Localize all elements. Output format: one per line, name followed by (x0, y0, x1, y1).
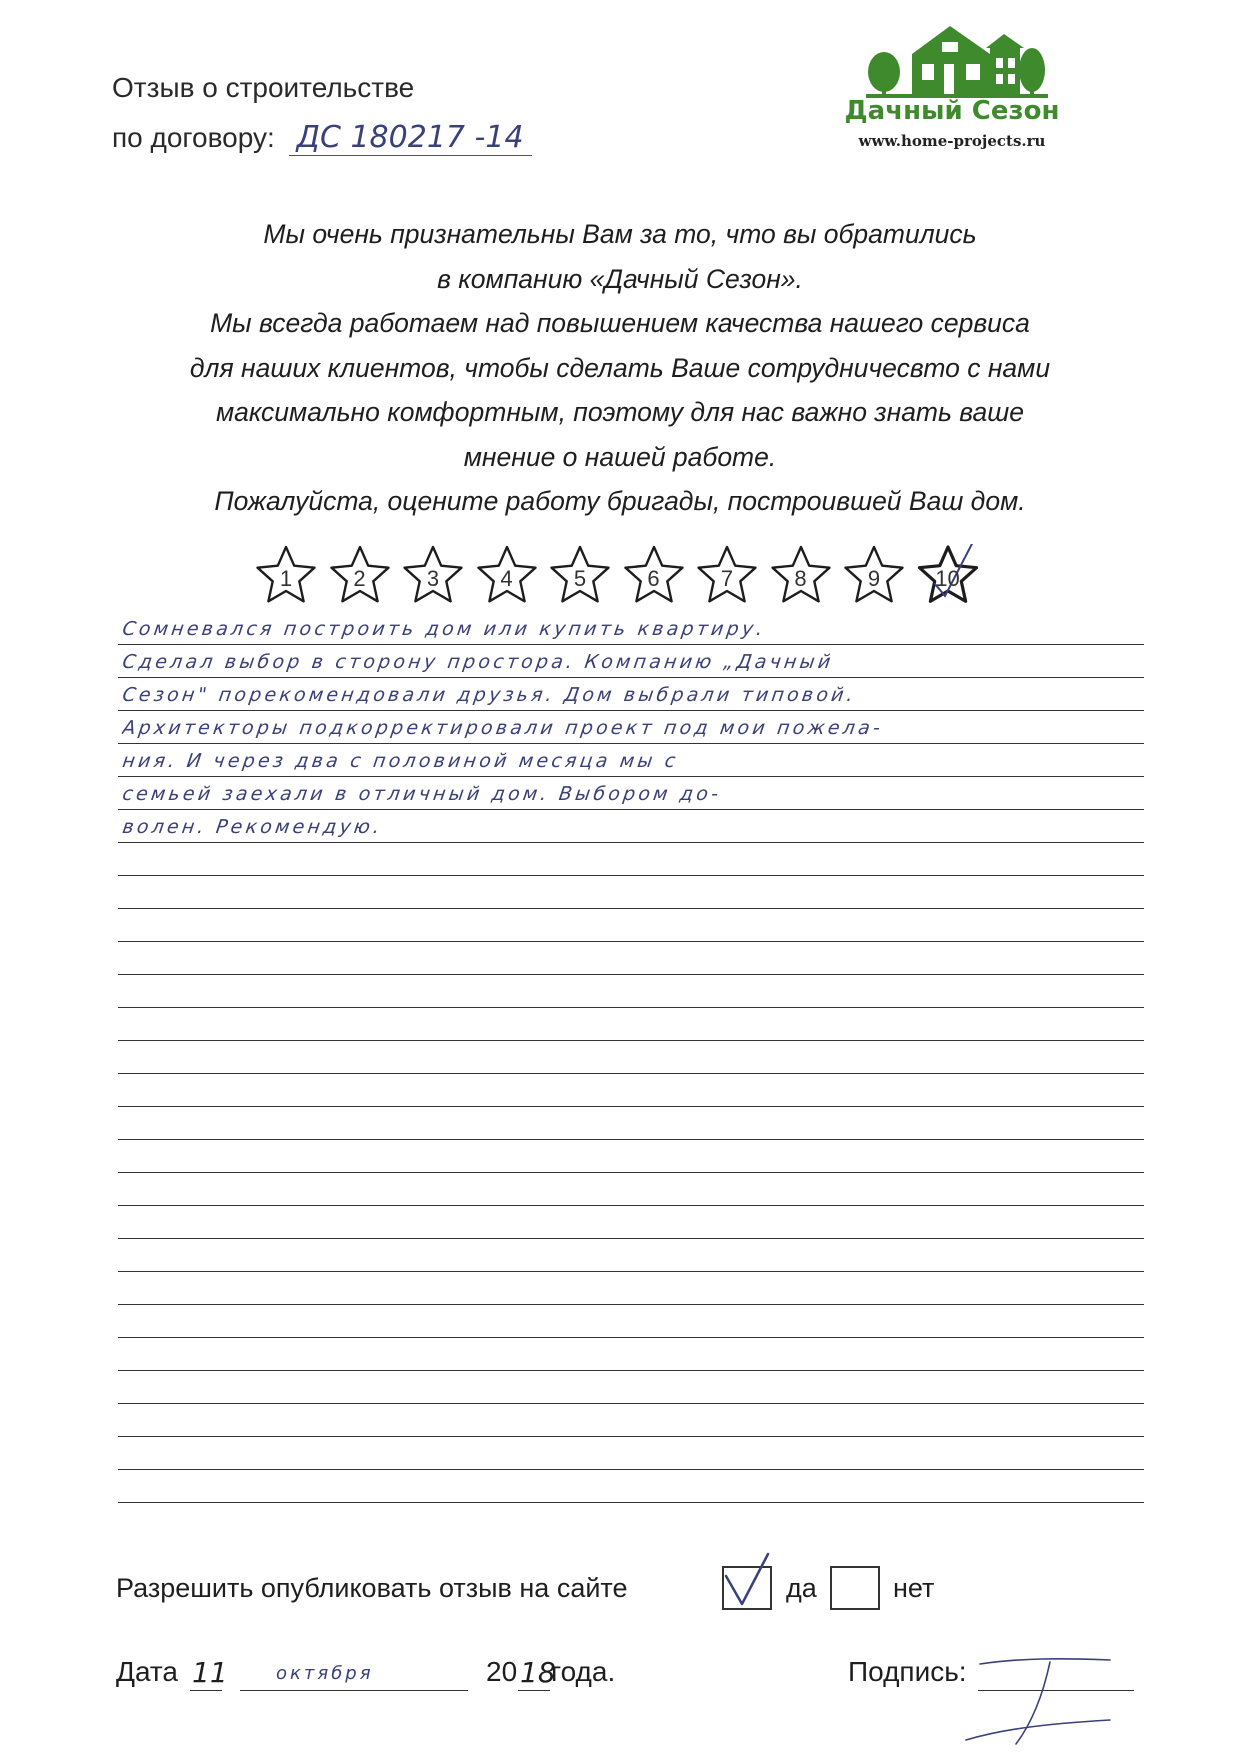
ruled-line (118, 1139, 1144, 1140)
publish-label: Разрешить опубликовать отзыв на сайте (116, 1573, 628, 1603)
ruled-line (118, 1304, 1144, 1305)
star-label: 8 (794, 566, 807, 591)
publish-no-checkbox[interactable] (830, 1566, 880, 1610)
review-line: Сделал выбор в сторону простора. Компанию „Дачный (121, 651, 836, 673)
ruled-line (118, 1271, 1144, 1272)
star-label: 4 (500, 566, 513, 591)
date-month: октября (276, 1663, 374, 1684)
ruled-line (118, 1370, 1144, 1371)
ruled-line (118, 1040, 1144, 1041)
ruled-line (118, 1007, 1144, 1008)
star-label: 7 (720, 566, 734, 591)
intro-line: для наших клиентов, чтобы сделать Ваше сотрудничесвто с нами (189, 352, 1051, 383)
month-underline (240, 1690, 468, 1691)
contract-number: ДС 180217 -14 (289, 120, 532, 156)
year-underline (518, 1690, 550, 1691)
ruled-line (118, 1172, 1144, 1173)
date-label: Дата (116, 1656, 179, 1687)
logo-name: Дачный Сезон (844, 96, 1060, 126)
publish-no-label: нет (893, 1573, 935, 1603)
ruled-line (118, 1502, 1144, 1503)
star-label: 9 (867, 566, 881, 591)
review-line: волен. Рекомендую. (121, 816, 384, 838)
ruled-line (118, 1436, 1144, 1437)
company-logo (842, 20, 1062, 160)
intro-line: в компанию «Дачный Сезон». (437, 263, 803, 294)
star-label: 1 (279, 566, 293, 591)
contract-label: по договору: (112, 122, 275, 153)
intro-line: мнение о нашей работе. (463, 441, 777, 472)
ruled-line (118, 974, 1144, 975)
date-day: 11 (192, 1656, 228, 1689)
review-line: Архитекторы подкорректировали проект под мои пожела- (121, 717, 885, 739)
star-label: 10 (935, 566, 960, 591)
ruled-line (118, 1469, 1144, 1470)
star-label: 2 (353, 566, 366, 591)
logo-url: www.home-projects.ru (858, 132, 1046, 150)
ruled-line (118, 1073, 1144, 1074)
ruled-line (118, 1106, 1144, 1107)
ruled-line (118, 941, 1144, 942)
year-prefix: 20 (486, 1656, 518, 1687)
ruled-line (118, 875, 1144, 876)
intro-line: Пожалуйста, оцените работу бригады, построившей Ваш дом. (214, 486, 1026, 516)
signature-mark (960, 1650, 1120, 1750)
ruled-line (118, 1205, 1144, 1206)
house-logo-icon (862, 20, 1052, 98)
intro-line: максимально комфортным, поэтому для нас важно знать ваше (215, 397, 1025, 427)
ruled-line (118, 1238, 1144, 1239)
intro-line: Мы всегда работаем над повышением качества нашего сервиса (210, 308, 1030, 338)
ruled-line (118, 908, 1144, 909)
review-line: Сомневался построить дом или купить квартиру. (121, 618, 768, 640)
review-line: ния. И через два с половиной месяца мы с (121, 750, 681, 772)
star-label: 6 (647, 566, 660, 591)
contract-row (112, 120, 532, 155)
star-label: 3 (426, 566, 440, 591)
review-area[interactable] (118, 600, 1144, 1520)
checkmark-icon (720, 1550, 780, 1610)
intro-line: Мы очень признательны Вам за то, что вы обратились (263, 219, 977, 249)
star-label: 5 (573, 566, 587, 591)
publish-yes-label: да (786, 1573, 817, 1603)
form-title: Отзыв о строительстве (112, 72, 415, 103)
year-suffix: 18 (520, 1656, 556, 1689)
year-word: года. (551, 1656, 616, 1687)
ruled-line (118, 1403, 1144, 1404)
intro-text (120, 212, 1120, 524)
publish-yes-checkbox[interactable] (722, 1566, 772, 1610)
review-line: семьей заехали в отличный дом. Выбором до- (121, 783, 723, 805)
signature-label: Подпись: (848, 1656, 967, 1687)
ruled-line (118, 1337, 1144, 1338)
day-underline (190, 1690, 222, 1691)
review-line: Сезон" порекомендовали друзья. Дом выбрали типовой. (121, 684, 858, 706)
